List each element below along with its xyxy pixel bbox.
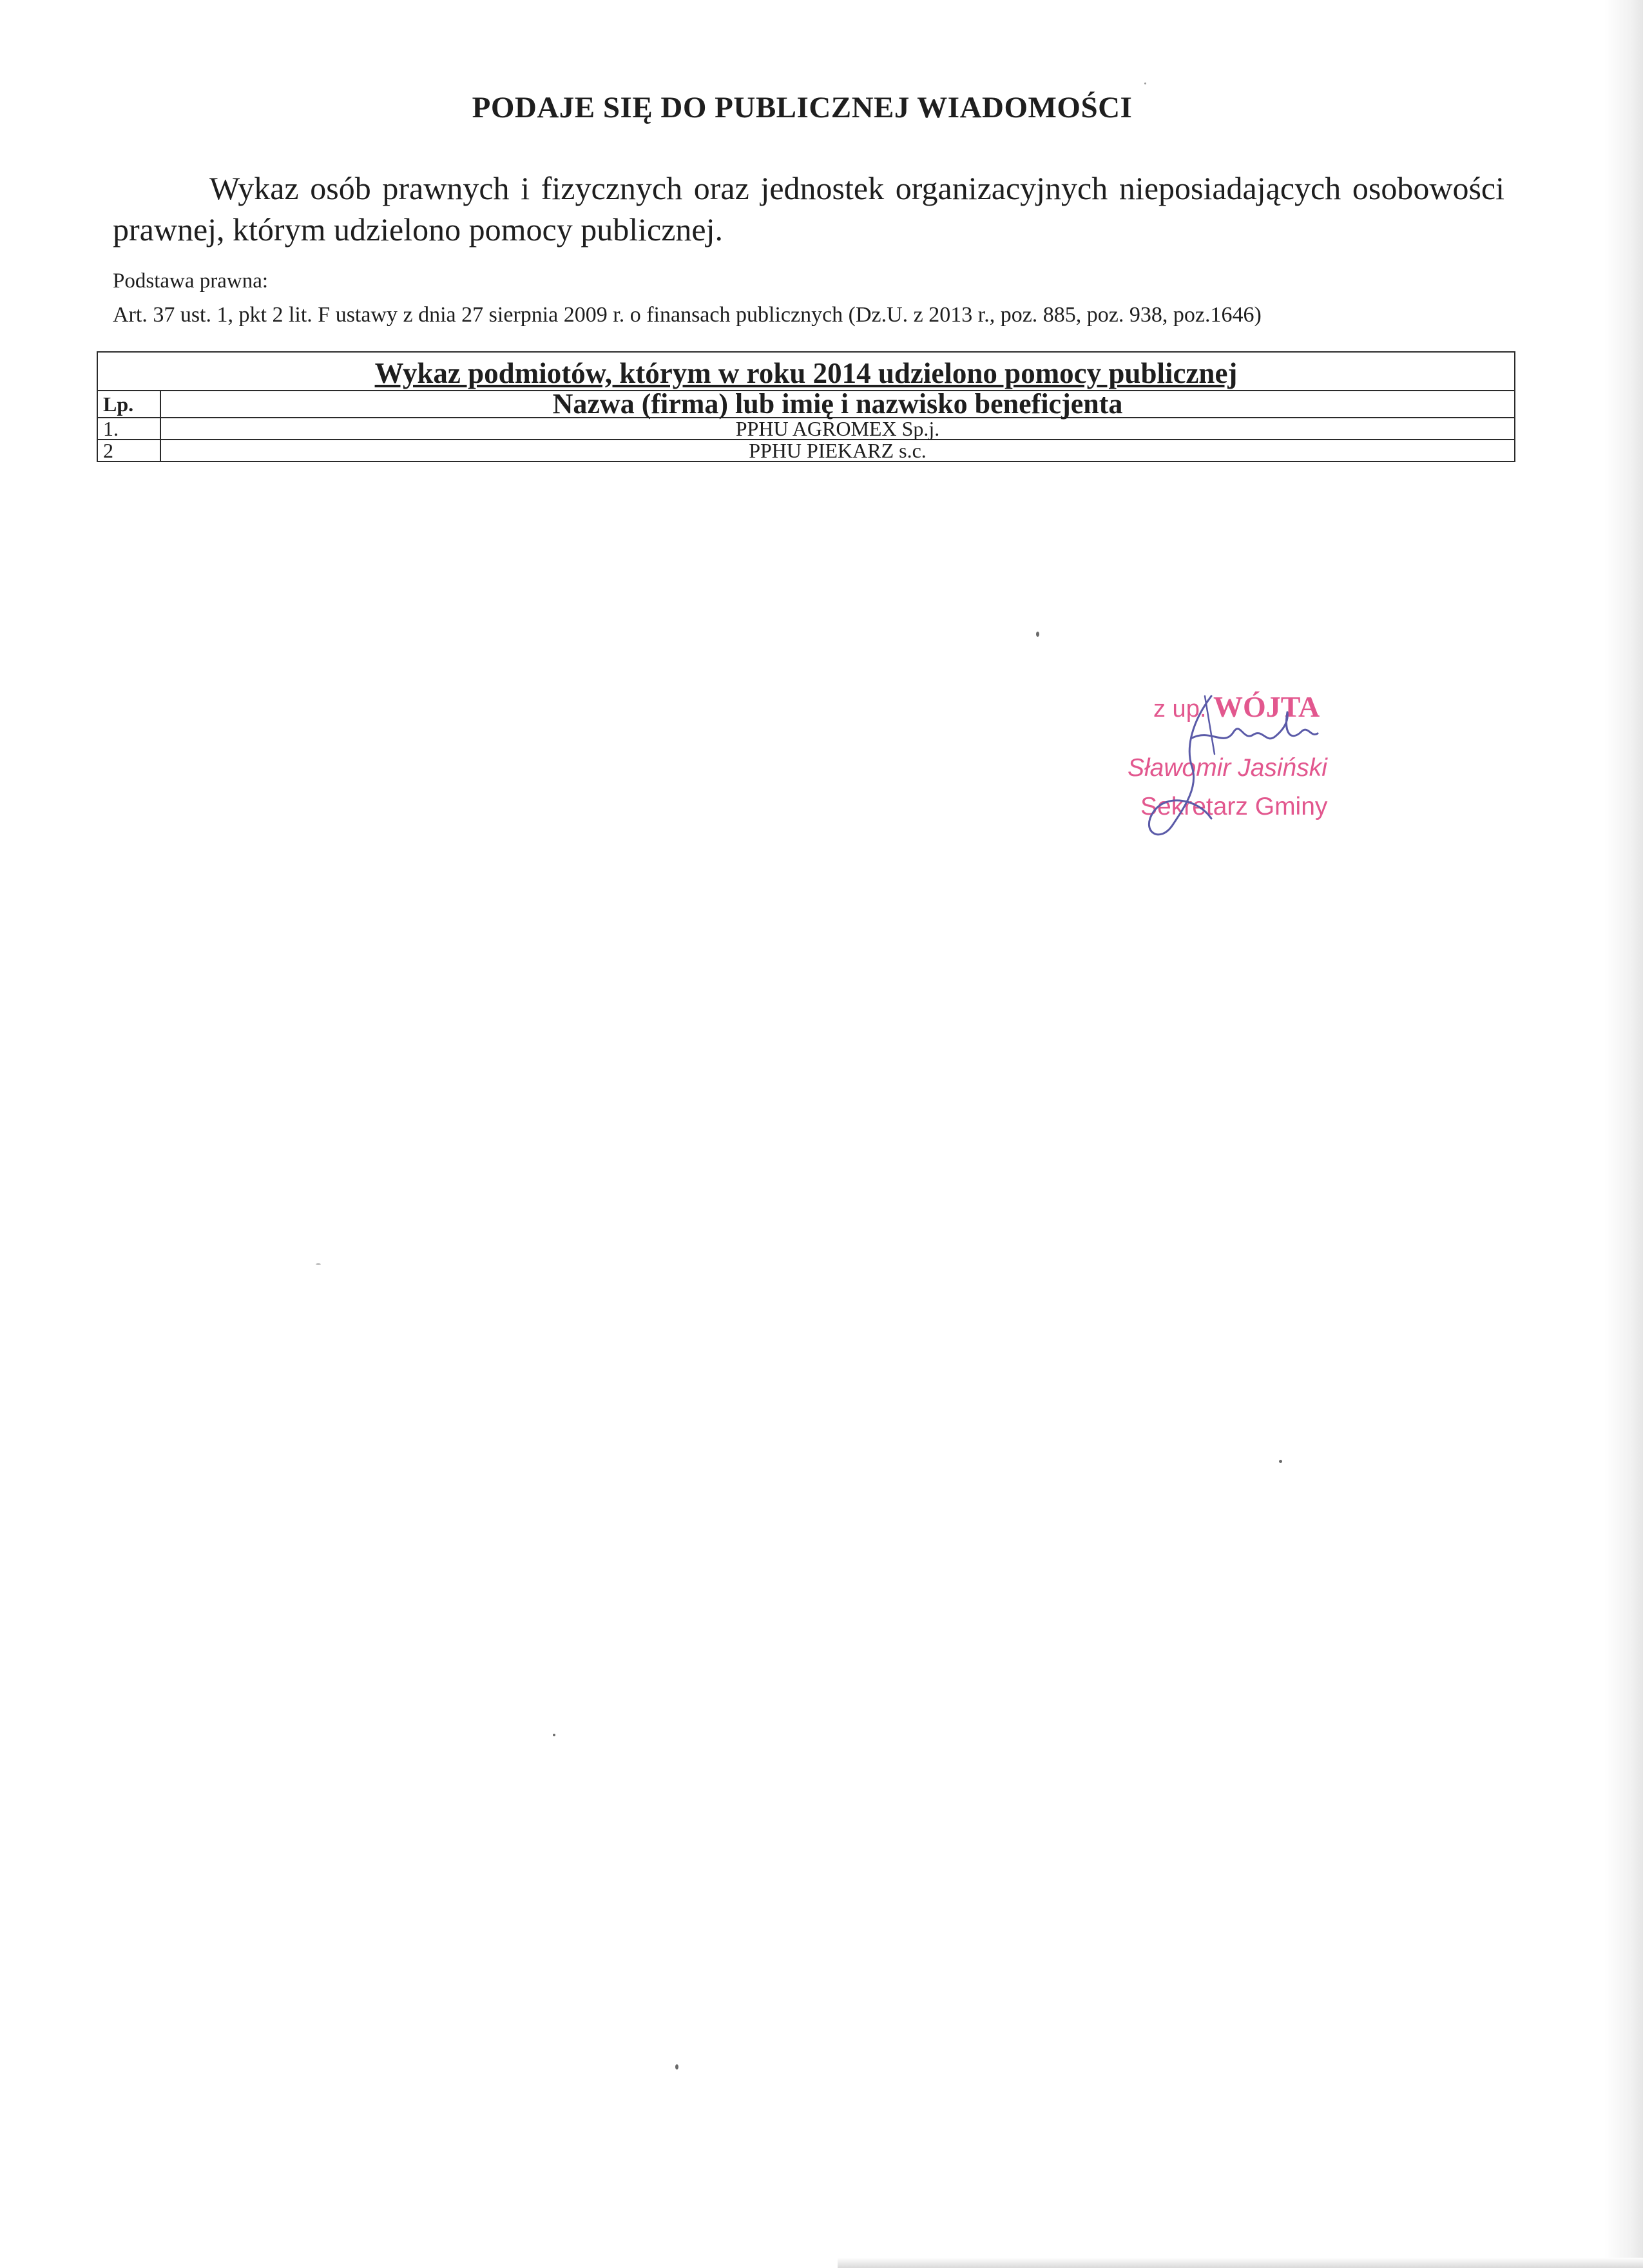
document-title: PODAJE SIĘ DO PUBLICZNEJ WIADOMOŚCI [472, 91, 1133, 124]
table-header-row [97, 391, 1515, 418]
column-header-name: Nazwa (firma) lub imię i nazwisko beneficjenta [160, 391, 1515, 418]
row-beneficiary-name: PPHU AGROMEX Sp.j. [160, 418, 1515, 440]
scan-speck [316, 1263, 321, 1265]
scan-edge-shadow [1604, 0, 1643, 2268]
stamp-prefix: z up. [1153, 695, 1207, 722]
legal-basis-text: Art. 37 ust. 1, pkt 2 lit. F ustawy z dnia 27 sierpnia 2009 r. o finansach publicznych (Dz.U. z 2013 r., poz. 885, poz. 938, poz.1646) [113, 303, 1262, 327]
scan-speck [1036, 632, 1039, 637]
scan-speck [1144, 82, 1146, 84]
stamp-office: WÓJTA [1213, 690, 1320, 723]
intro-paragraph: Wykaz osób prawnych i fizycznych oraz jednostek organizacyjnych nieposiadających osobowości prawnej, którym udzielono pomocy publicznej. [113, 170, 1504, 247]
table-caption-text: Wykaz podmiotów, którym w roku 2014 udzielono pomocy publicznej [374, 357, 1238, 389]
row-lp: 2 [97, 440, 160, 461]
scan-bottom-shadow [838, 2258, 1643, 2268]
table-caption-row [97, 352, 1515, 391]
row-lp: 1. [97, 418, 160, 440]
legal-basis-label: Podstawa prawna: [113, 269, 269, 293]
stamp-position: Sekretarz Gminy [1140, 793, 1328, 820]
scan-speck [553, 1734, 555, 1736]
scan-speck [1279, 1460, 1282, 1463]
table-row [97, 440, 1515, 461]
column-header-lp: Lp. [97, 391, 160, 418]
scan-speck [675, 2064, 678, 2069]
table-caption [97, 352, 1515, 391]
handwritten-signature [1115, 677, 1392, 857]
row-beneficiary-name: PPHU PIEKARZ s.c. [160, 440, 1515, 461]
aid-recipients-table [97, 351, 1515, 462]
stamp-name: Sławomir Jasiński [1128, 754, 1327, 782]
table-row [97, 418, 1515, 440]
